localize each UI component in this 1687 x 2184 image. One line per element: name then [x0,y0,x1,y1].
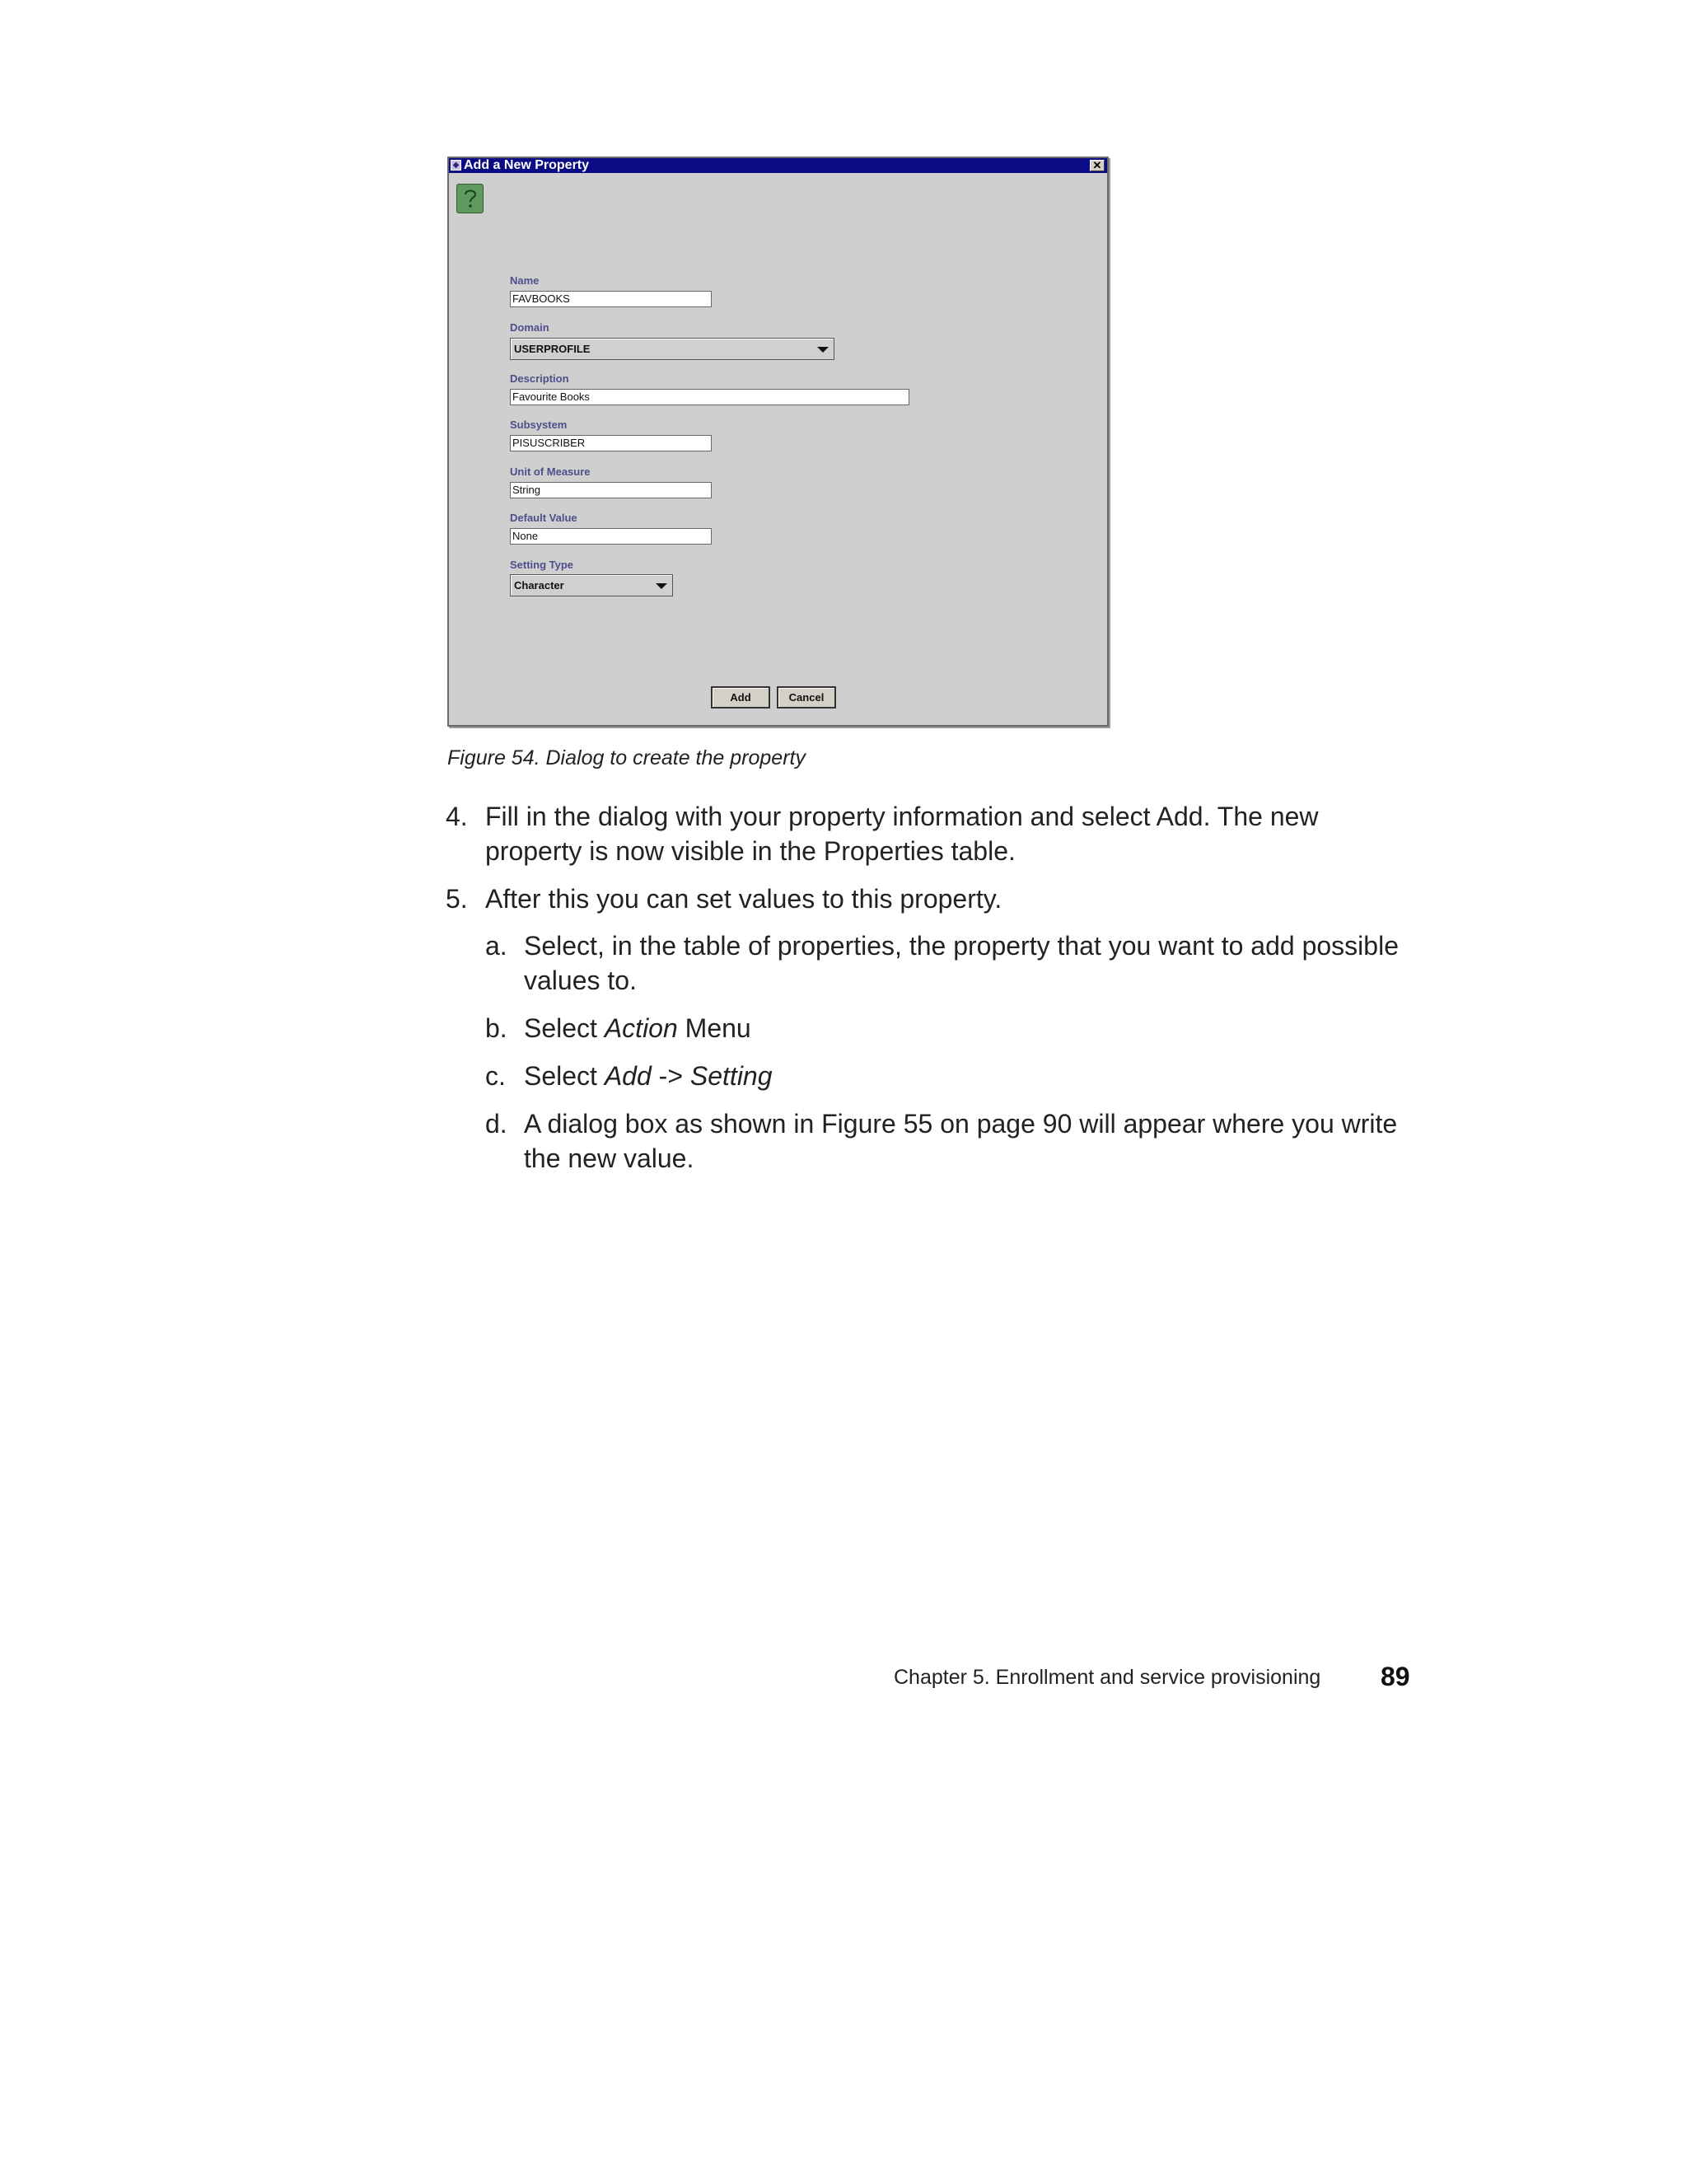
step-4 [446,799,1418,868]
substep-letter: c. [485,1061,506,1091]
step-5 [446,882,1418,916]
app-icon: ◆ [451,160,461,171]
setting-type-label: Setting Type [510,559,574,571]
substep-text: A dialog box as shown in Figure 55 on page 90 will appear where you write the new value. [524,1109,1398,1173]
substep-letter: d. [485,1109,507,1139]
chevron-down-icon [656,583,667,589]
description-label: Description [510,372,569,385]
name-label: Name [510,274,540,287]
substep-text-post: Menu [677,1013,751,1043]
figure-caption: Figure 54. Dialog to create the property [447,746,806,769]
substep-text [524,1059,1418,1093]
unit-of-measure-input[interactable]: String [510,482,712,498]
unit-of-measure-label: Unit of Measure [510,465,591,478]
substep-a [485,928,1418,998]
substep-letter: a. [485,931,507,961]
domain-select-value: USERPROFILE [514,343,591,355]
step-number: 5. [446,884,468,914]
chevron-down-icon [817,347,829,353]
question-mark-icon [461,188,479,209]
substep-text-pre: Select [524,1013,605,1043]
domain-select[interactable] [510,338,834,360]
help-button[interactable] [456,184,484,213]
substep-letter: b. [485,1013,507,1043]
footer-chapter-title: Chapter 5. Enrollment and service provisioning [894,1666,1321,1689]
substep-emphasis-2: Setting [689,1061,773,1091]
add-property-dialog [447,157,1109,727]
substep-text-mid: -> [651,1061,690,1091]
page-number: 89 [1381,1662,1410,1691]
setting-type-select-value: Character [514,579,564,592]
substep-text: Select, in the table of properties, the property that you want to add possible values to. [524,931,1399,995]
substep-text-pre: Select [524,1061,605,1091]
name-input[interactable]: FAVBOOKS [510,291,712,307]
domain-label: Domain [510,321,549,334]
description-input[interactable]: Favourite Books [510,389,909,405]
default-value-label: Default Value [510,512,577,524]
add-button[interactable]: Add [711,686,770,709]
substep-text [524,1011,1418,1045]
setting-type-select[interactable] [510,574,673,596]
step-text: Fill in the dialog with your property information and select Add. The new property is now visible in the Properties table. [485,802,1319,866]
dialog-titlebar [449,158,1107,173]
substep-emphasis: Add [604,1061,652,1091]
substep-emphasis: Action [604,1013,678,1043]
cancel-button[interactable]: Cancel [777,686,836,709]
substep-c [485,1059,1418,1093]
close-button[interactable]: ✕ [1090,160,1105,171]
default-value-input[interactable]: None [510,528,712,545]
subsystem-label: Subsystem [510,419,568,431]
substep-d [485,1106,1418,1176]
substep-b [485,1011,1418,1045]
subsystem-input[interactable]: PISUSCRIBER [510,435,712,451]
step-text: After this you can set values to this property. [485,884,1002,914]
step-number: 4. [446,802,468,831]
dialog-title: Add a New Property [464,158,590,172]
